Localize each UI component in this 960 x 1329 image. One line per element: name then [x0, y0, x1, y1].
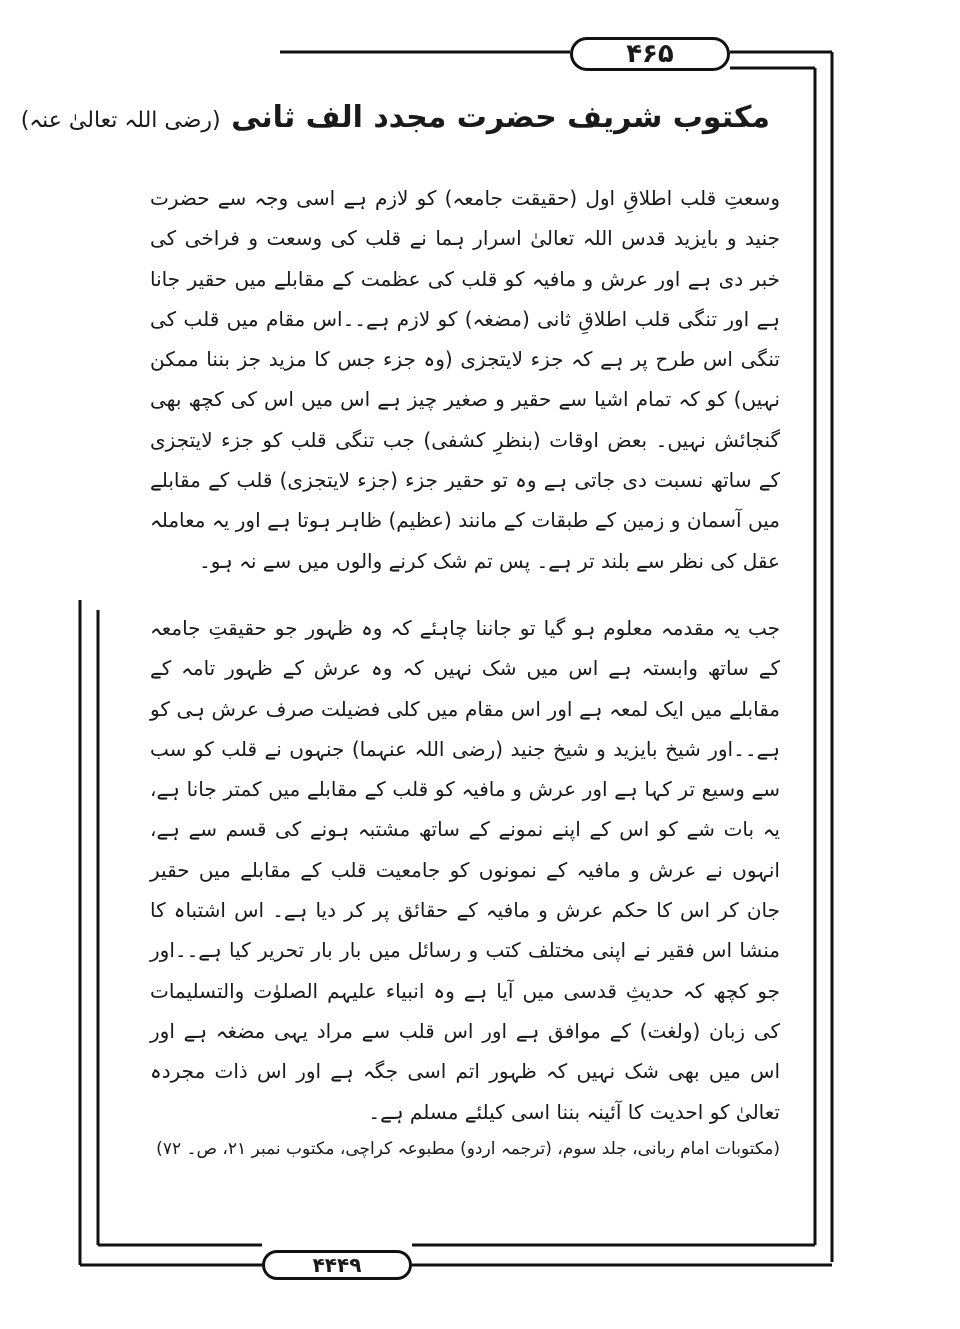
page-number-top-text: ۴۶۵ [626, 39, 674, 69]
letter-title [20, 100, 770, 135]
paragraph-2-text: جب یہ مقدمہ معلوم ہو گیا تو جاننا چاہئے کہ وہ ظہور جو حقیقتِ جامعہ کے ساتھ وابستہ ہے اس میں شک نہیں کہ وہ عرش کے ظہور تامہ کے مقابلے میں ایک لمعہ ہے اور اس مقام میں کلی فضیلت صرف عرش ہی کو ہے۔۔اور شیخ بایزید و شیخ جنید (رضی اللہ عنہما) جنہوں نے قلب کو سب سے وسیع تر کہا ہے اور عرش و مافیہ کو قلب کے مقابلے میں کمتر جانا ہے، یہ بات شے کو اس کے اپنے نمونے کے ساتھ مشتبہ ہونے کی قسم سے ہے، انہوں نے عرش و مافیہ کے نمونوں کو جامعیت قلب کے مقابلے میں حقیر جان کر اس کا حکم عرش و مافیہ کے حقائق پر کر دیا ہے۔ اس اشتباہ کا منشا اس فقیر نے اپنی مختلف کتب و رسائل میں بار بار تحریر کیا ہے۔۔اور جو کچھ کہ حدیثِ قدسی میں آیا ہے وہ انبیاء علیہم الصلوٰت والتسلیمات کی زبان (ولغت) کے موافق ہے اور اس قلب سے مراد یہی مضغہ ہے اور اس میں بھی شک نہیں کہ ظہور اتم اسی جگہ ہے اور اس ذات مجردہ تعالیٰ کو احدیت کا آئینہ بننا اسی کیلئے مسلم ہے۔ [150, 616, 780, 1124]
citation-text: (مکتوبات امام ربانی، جلد سوم، (ترجمہ اردو) مطبوعہ کراچی، مکتوب نمبر ۲۱، ص۔ ۷۲) [156, 1139, 780, 1159]
paragraph-1 [150, 178, 780, 581]
paragraph-2 [150, 608, 780, 1132]
page-number-bottom-text: ۴۴۴۹ [312, 1253, 362, 1277]
title-text: مکتوب شریف حضرت مجدد الف ثانی [231, 100, 770, 135]
paragraph-1-text: وسعتِ قلب اطلاقِ اول (حقیقت جامعہ) کو لازم ہے اسی وجہ سے حضرت جنید و بایزید قدس اللہ تعالیٰ اسرار ہما نے قلب کی وسعت و فراخی کی خبر دی ہے اور عرش و مافیہ کو قلب کی عظمت کے مقابلے میں حقیر جانا ہے اور تنگی قلب اطلاقِ ثانی (مضغہ) کو لازم ہے۔۔اس مقام میں قلب کی تنگی اس طرح پر ہے کہ جزء لایتجزی (وہ جزء جس کا مزید جز بننا ممکن نہیں) کو کہ تمام اشیا سے حقیر و صغیر چیز ہے اس میں اس کی کچھ بھی گنجائش نہیں۔ بعض اوقات (بنظرِ کشفی) جب تنگی قلب کو جزء لایتجزی کے ساتھ نسبت دی جاتی ہے وہ تو حقیر جزء (جزء لایتجزی) قلب کے مقابلے میں آسمان و زمین کے طبقات کے مانند (عظیم) ظاہر ہوتا ہے اور یہ معاملہ عقل کی نظر سے بلند تر ہے۔ پس تم شک کرنے والوں میں سے نہ ہو۔ [150, 186, 780, 573]
title-honorific: (رضی اللہ تعالیٰ عنہ) [20, 108, 221, 133]
page-number-top [570, 37, 730, 71]
source-citation [156, 1138, 780, 1159]
page-number-bottom [262, 1250, 412, 1280]
